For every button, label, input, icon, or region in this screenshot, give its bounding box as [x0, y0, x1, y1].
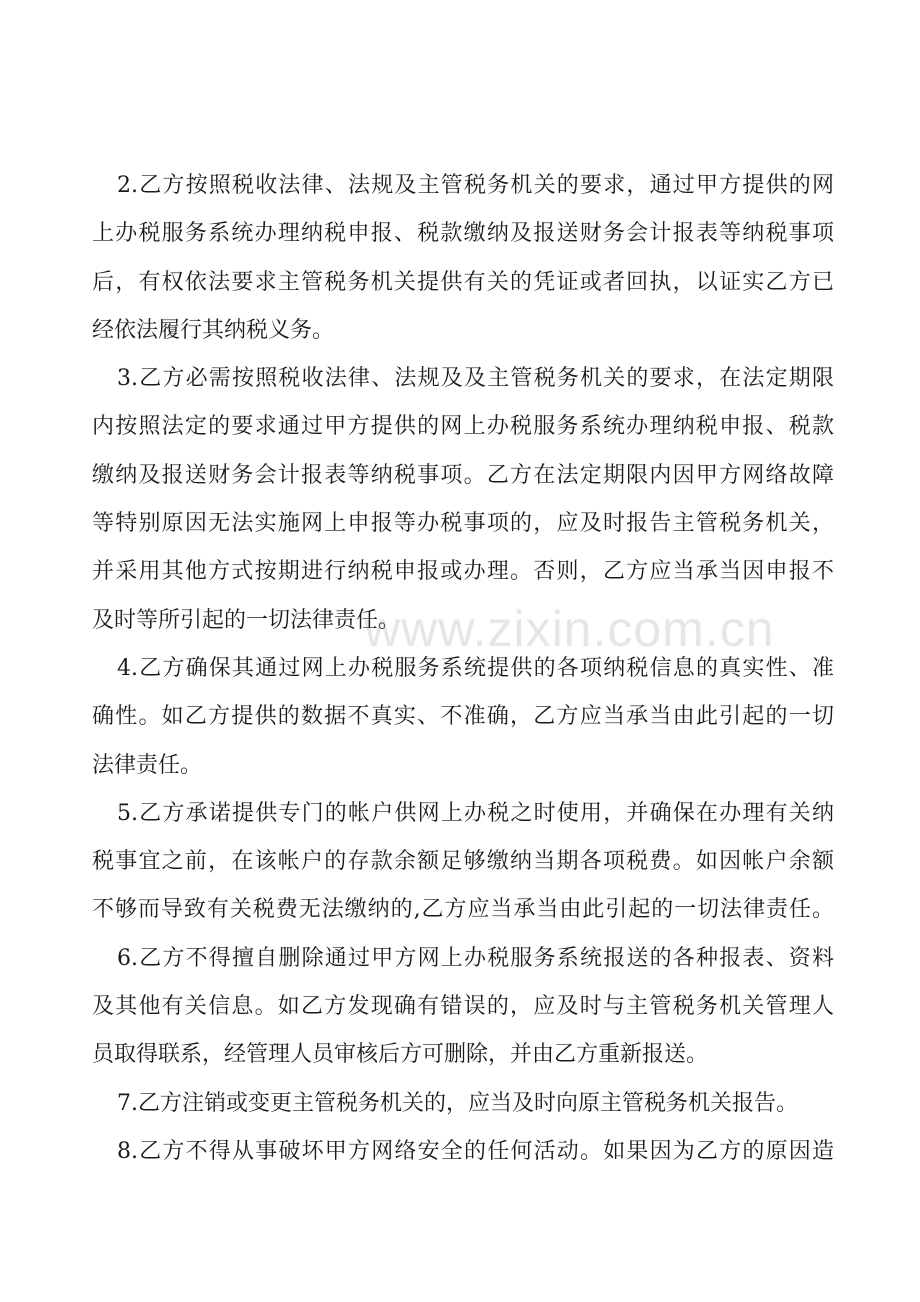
text-line: 及其他有关信息。如乙方发现确有错误的，应及时与主管税务机关管理人	[92, 994, 834, 1020]
text-line: 并采用其他方式按期进行纳税申报或办理。否则，乙方应当承当因申报不	[92, 559, 834, 585]
text-line: 6.乙方不得擅自删除通过甲方网上办税服务系统报送的各种报表、资料	[117, 945, 834, 971]
text-line: 缴纳及报送财务会计报表等纳税事项。乙方在法定期限内因甲方网络故障	[92, 462, 834, 488]
paragraph-8	[92, 1128, 834, 1176]
text-line: 税事宜之前，在该帐户的存款余额足够缴纳当期各项税费。如因帐户余额	[92, 849, 834, 875]
text-line: 员取得联系，经管理人员审核后方可删除，并由乙方重新报送。	[92, 1042, 709, 1068]
text-line: 不够而导致有关税费无法缴纳的,乙方应当承当由此引起的一切法律责任。	[92, 897, 834, 923]
paragraph-2	[92, 162, 834, 355]
text-line: 4.乙方确保其通过网上办税服务系统提供的各项纳税信息的真实性、准	[117, 655, 834, 681]
text-line: 内按照法定的要求通过甲方提供的网上办税服务系统办理纳税申报、税款	[92, 414, 834, 440]
paragraph-5	[92, 790, 834, 935]
document-body	[92, 162, 834, 1176]
text-line: 3.乙方必需按照税收法律、法规及及主管税务机关的要求，在法定期限	[117, 366, 834, 392]
text-line: 5.乙方承诺提供专门的帐户供网上办税之时使用，并确保在办理有关纳	[117, 800, 834, 826]
paragraph-7	[92, 1080, 834, 1128]
text-line: 等特别原因无法实施网上申报等办税事项的，应及时报告主管税务机关，	[92, 511, 834, 537]
paragraph-3	[92, 355, 834, 645]
text-line: 2.乙方按照税收法律、法规及主管税务机关的要求，通过甲方提供的网	[117, 173, 834, 198]
watermark: www.zixin.com.cn	[364, 601, 775, 657]
text-line: 8.乙方不得从事破坏甲方网络安全的任何活动。如果因为乙方的原因造	[117, 1138, 834, 1164]
text-line: 上办税服务系统办理纳税申报、税款缴纳及报送财务会计报表等纳税事项	[92, 221, 834, 247]
paragraph-6	[92, 935, 834, 1080]
text-line: 经依法履行其纳税义务。	[92, 317, 335, 343]
text-line: 7.乙方注销或变更主管税务机关的，应当及时向原主管税务机关报告。	[117, 1090, 798, 1116]
text-line: 及时等所引起的一切法律责任。	[92, 607, 401, 633]
text-line: 后，有权依法要求主管税务机关提供有关的凭证或者回执，以证实乙方已	[92, 269, 834, 295]
paragraph-4	[92, 645, 834, 790]
text-line: 确性。如乙方提供的数据不真实、不准确，乙方应当承当由此引起的一切	[92, 704, 834, 730]
text-line: 法律责任。	[92, 752, 203, 778]
